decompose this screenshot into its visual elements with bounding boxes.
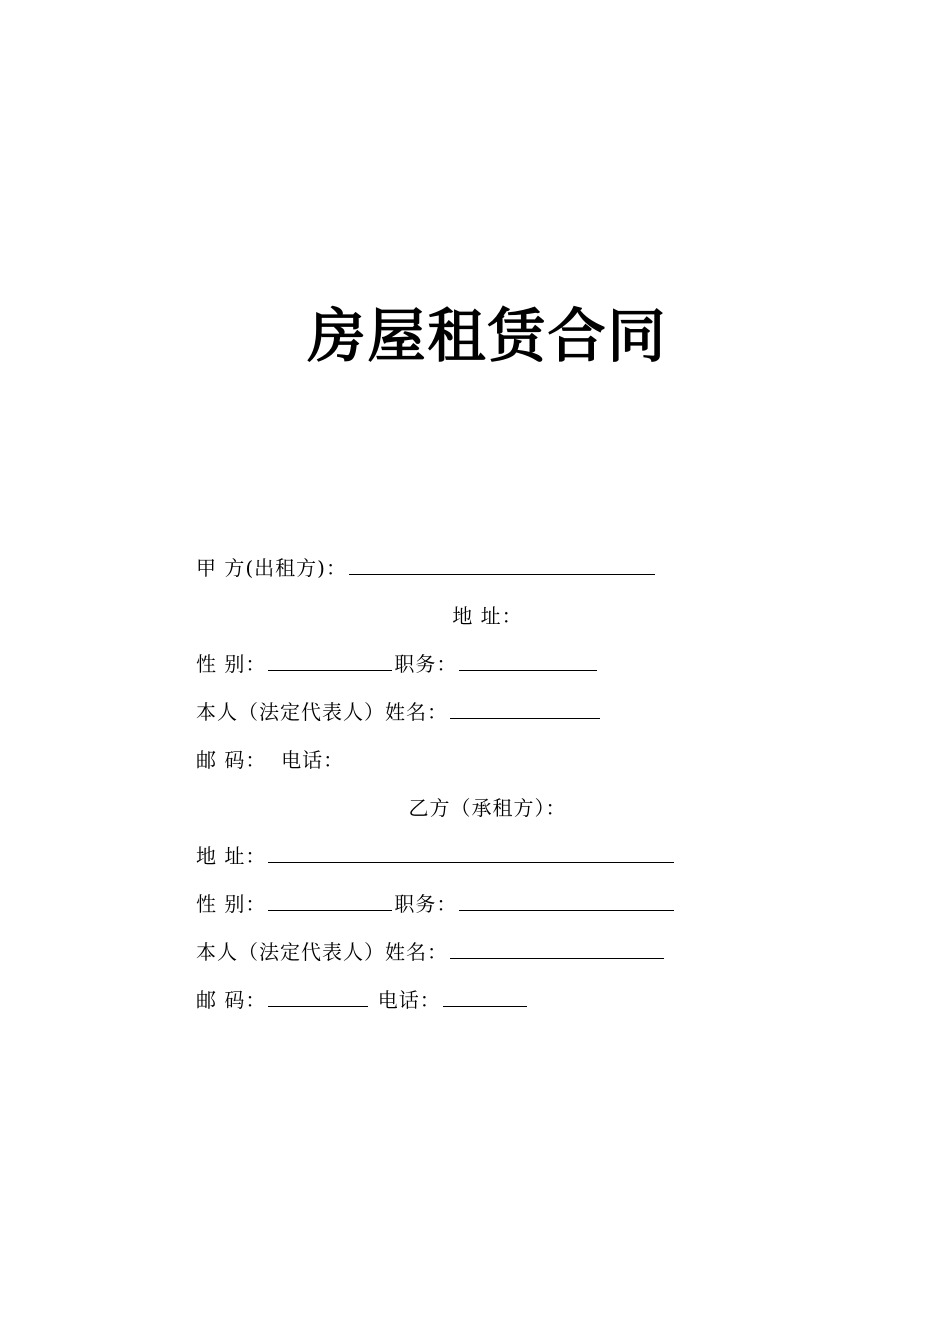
party-a-legal-rep-label: 本人（法定代表人）姓名： [196,700,448,724]
party-b-gender-field[interactable] [268,890,392,911]
party-b-address-line [196,842,676,870]
party-a-legal-rep-line [196,698,602,726]
party-a-gender-label: 性 别： [196,652,267,676]
party-b-legal-rep-label: 本人（法定代表人）姓名： [196,940,448,964]
party-a-legal-rep-field[interactable] [450,698,600,719]
party-b-contact-line [196,986,529,1014]
party-a-postcode-label: 邮 码： [196,748,267,772]
party-a-phone-label: 电话： [281,748,345,772]
contract-title: 房屋租赁合同 [307,302,668,370]
party-b-gender-line [196,890,676,918]
party-b-address-label: 地 址： [196,844,267,868]
party-b-position-field[interactable] [459,890,674,911]
party-b-postcode-field[interactable] [268,986,368,1007]
party-a-heading-line [196,554,657,582]
party-a-name-field[interactable] [349,554,655,575]
party-b-phone-label: 电话： [377,988,441,1012]
party-a-gender-field[interactable] [268,650,392,671]
party-b-position-label: 职务： [394,892,458,916]
party-b-phone-field[interactable] [443,986,527,1007]
party-a-gender-line [196,650,599,678]
party-b-legal-rep-field[interactable] [450,938,664,959]
party-b-postcode-label: 邮 码： [196,988,267,1012]
party-a-address-line [0,602,950,630]
party-a-position-label: 职务： [394,652,458,676]
party-b-gender-label: 性 别： [196,892,267,916]
party-a-address-label: 地 址： [452,604,523,628]
party-a-contact-line [196,746,344,774]
party-b-legal-rep-line [196,938,666,966]
party-b-heading-line [0,794,950,822]
party-a-position-field[interactable] [459,650,597,671]
party-b-heading: 乙方（承租方）： [408,796,567,820]
party-a-heading: 甲 方(出租方)： [196,556,347,580]
party-b-address-field[interactable] [268,842,674,863]
